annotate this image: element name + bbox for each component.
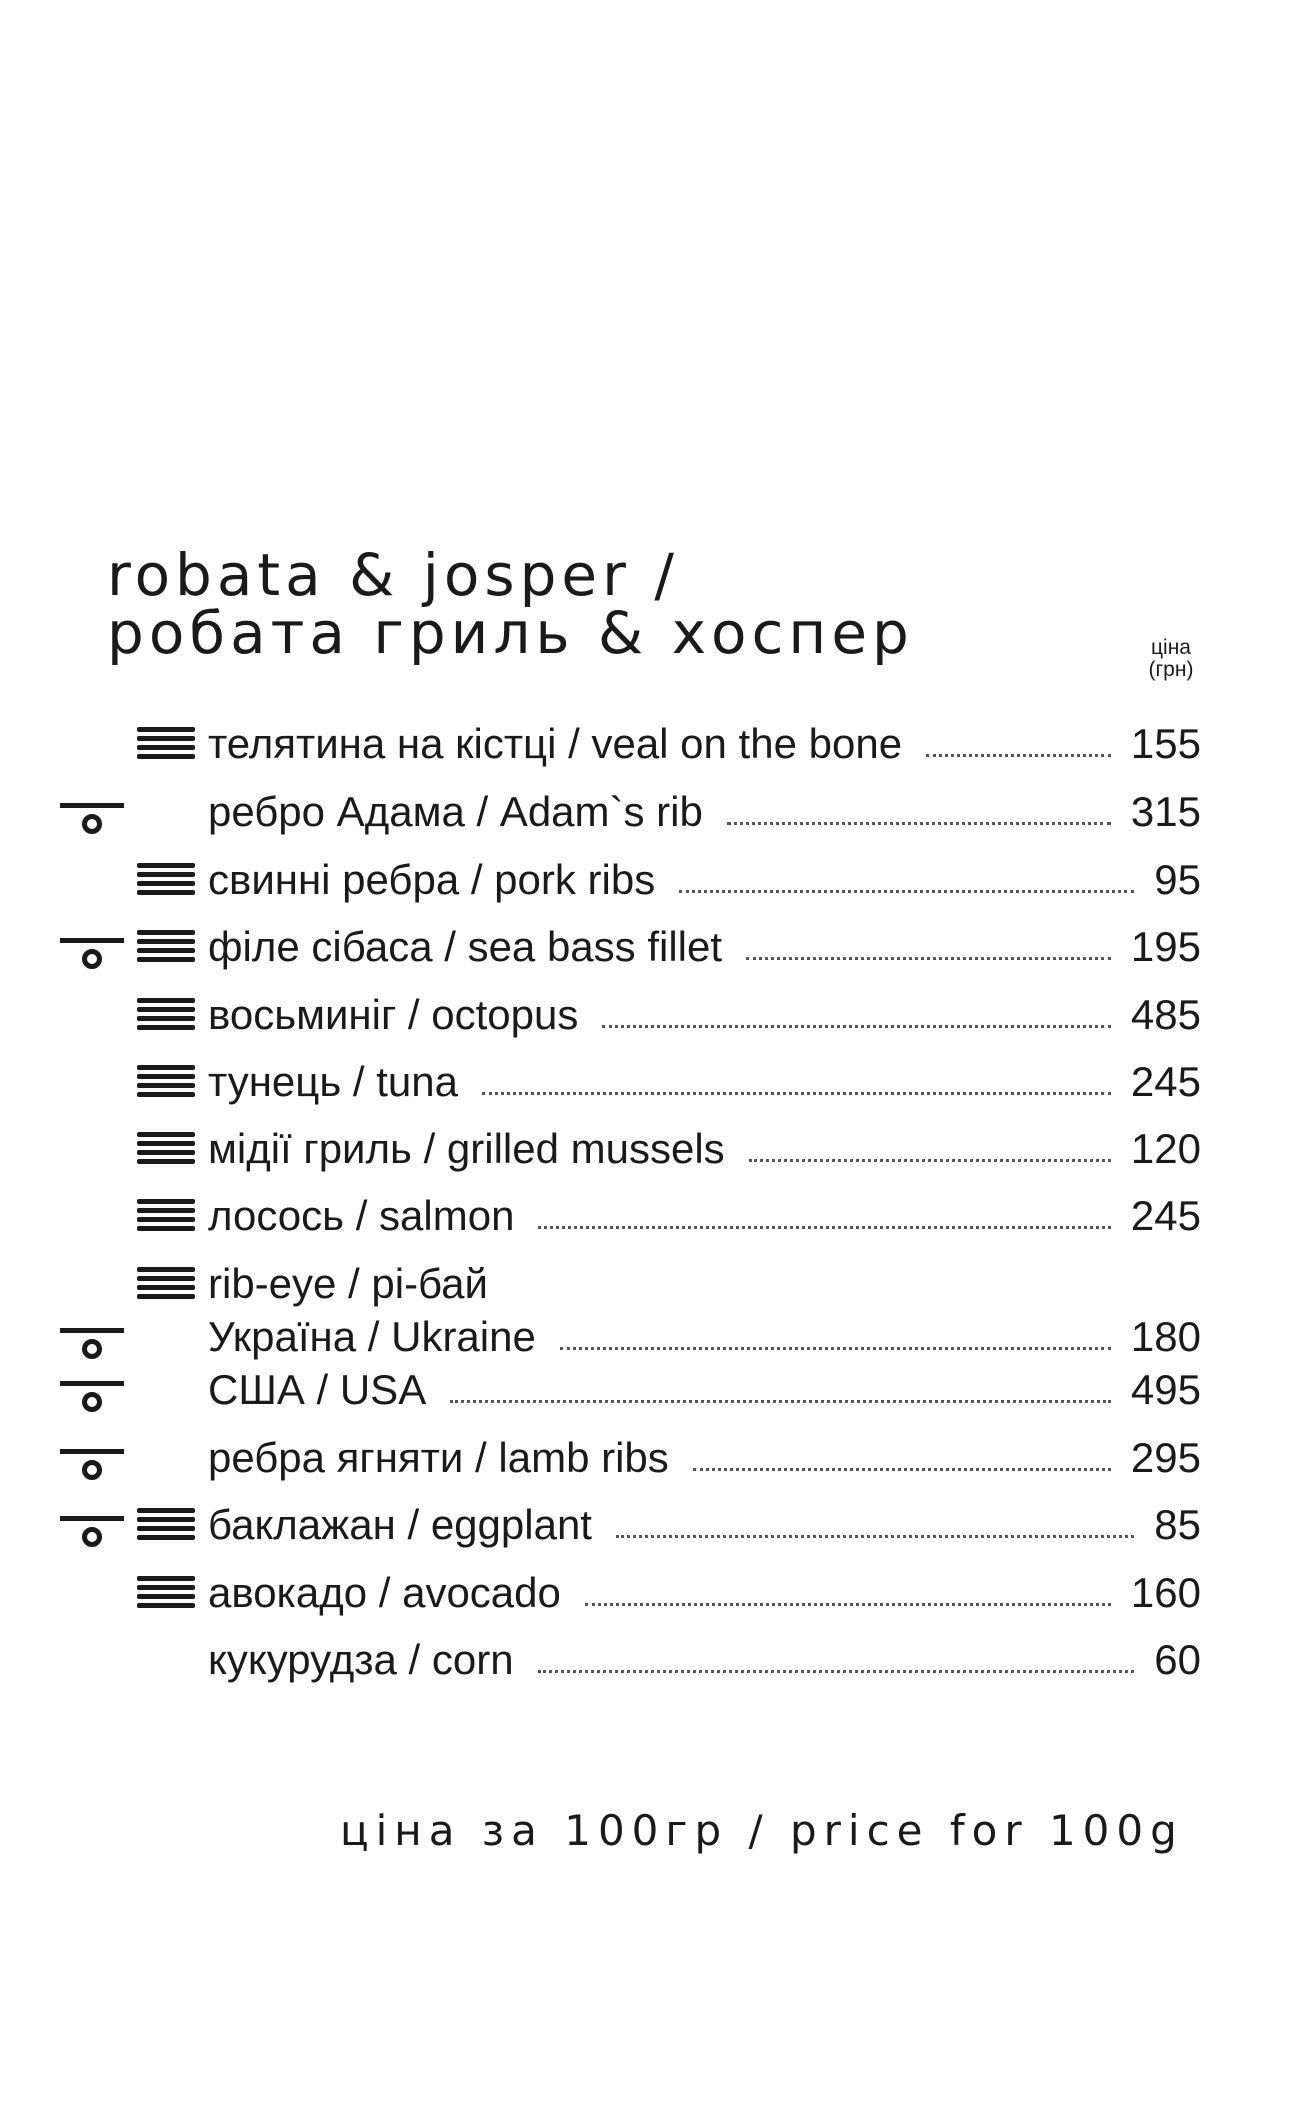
dot-leader — [538, 1226, 1110, 1229]
lines-icon — [137, 1508, 195, 1542]
menu-item — [0, 855, 1299, 905]
title-line-1: robata & josper / — [107, 541, 679, 609]
dot-leader — [482, 1092, 1111, 1095]
menu-item-price: 315 — [1130, 788, 1201, 835]
grill-icon — [60, 1381, 124, 1415]
footer-note: ціна за 100гр / price for 100g — [340, 1806, 1184, 1855]
menu-item-price: 495 — [1130, 1366, 1201, 1413]
dot-leader — [746, 957, 1111, 960]
menu-item-name: США / USA — [208, 1366, 427, 1413]
title-line-2: робата гриль & хоспер — [107, 599, 914, 667]
menu-item — [0, 1568, 1299, 1618]
menu-item — [0, 990, 1299, 1040]
price-column-unit: (грн) — [1148, 658, 1194, 681]
dot-leader — [926, 754, 1111, 757]
grill-icon — [60, 1516, 124, 1550]
menu-item-name: ребро Адама / Adam`s rib — [208, 788, 703, 835]
lines-icon — [137, 1132, 195, 1166]
menu-item-name: rib-eye / рі-бай — [208, 1260, 488, 1307]
dot-leader — [693, 1468, 1111, 1471]
menu-item-price: 120 — [1130, 1125, 1201, 1172]
lines-icon — [137, 1065, 195, 1099]
dot-leader — [727, 822, 1111, 825]
menu-item-price: 195 — [1130, 923, 1201, 970]
menu-item-name: ребра ягняти / lamb ribs — [208, 1434, 669, 1481]
menu-item-name: свинні ребра / pork ribs — [208, 856, 656, 903]
dot-leader — [679, 890, 1134, 893]
menu-item-name: філе сібаса / sea bass fillet — [208, 923, 723, 970]
menu-item-price: 160 — [1130, 1569, 1201, 1616]
menu-item-name: авокадо / avocado — [208, 1569, 561, 1616]
menu-item-price: 245 — [1130, 1058, 1201, 1105]
menu-item-price: 245 — [1130, 1192, 1201, 1239]
dot-leader — [616, 1535, 1134, 1538]
grill-icon — [60, 938, 124, 972]
menu-item — [0, 1259, 1299, 1309]
dot-leader — [602, 1025, 1111, 1028]
lines-icon — [137, 863, 195, 897]
menu-item — [0, 922, 1299, 972]
menu-item-name: кукурудза / corn — [208, 1636, 514, 1683]
menu-item-name: лосось / salmon — [208, 1192, 515, 1239]
menu-item — [0, 1433, 1299, 1483]
grill-icon — [60, 1449, 124, 1483]
lines-icon — [137, 998, 195, 1032]
menu-item-name: Україна / Ukraine — [208, 1313, 536, 1360]
menu-item-price: 155 — [1130, 720, 1201, 767]
menu-item — [0, 1365, 1299, 1415]
dot-leader — [749, 1159, 1111, 1162]
menu-item-price: 85 — [1154, 1501, 1201, 1548]
lines-icon — [137, 1576, 195, 1610]
menu-item — [0, 719, 1299, 769]
menu-item-price: 485 — [1130, 991, 1201, 1038]
menu-item — [0, 1312, 1299, 1362]
menu-item — [0, 1635, 1299, 1685]
menu-item-name: телятина на кістці / veal on the bone — [208, 720, 903, 767]
price-column-label: ціна — [1151, 636, 1191, 659]
menu-item-price: 180 — [1130, 1313, 1201, 1360]
lines-icon — [137, 1267, 195, 1301]
menu-item-name: тунець / tuna — [208, 1058, 458, 1105]
menu-item-name: восьминіг / octopus — [208, 991, 579, 1038]
menu-item — [0, 787, 1299, 837]
menu-item-price: 295 — [1130, 1434, 1201, 1481]
grill-icon — [60, 803, 124, 837]
grill-icon — [60, 1328, 124, 1362]
menu-item-price: 95 — [1154, 856, 1201, 903]
lines-icon — [137, 1199, 195, 1233]
dot-leader — [450, 1400, 1111, 1403]
lines-icon — [137, 727, 195, 761]
dot-leader — [585, 1603, 1111, 1606]
menu-item — [0, 1191, 1299, 1241]
menu-item-price: 60 — [1154, 1636, 1201, 1683]
lines-icon — [137, 930, 195, 964]
menu-item — [0, 1124, 1299, 1174]
dot-leader — [538, 1670, 1135, 1673]
menu-item-name: мідії гриль / grilled mussels — [208, 1125, 725, 1172]
menu-item-name: баклажан / eggplant — [208, 1501, 592, 1548]
dot-leader — [560, 1347, 1111, 1350]
menu-item — [0, 1057, 1299, 1107]
menu-item — [0, 1500, 1299, 1550]
